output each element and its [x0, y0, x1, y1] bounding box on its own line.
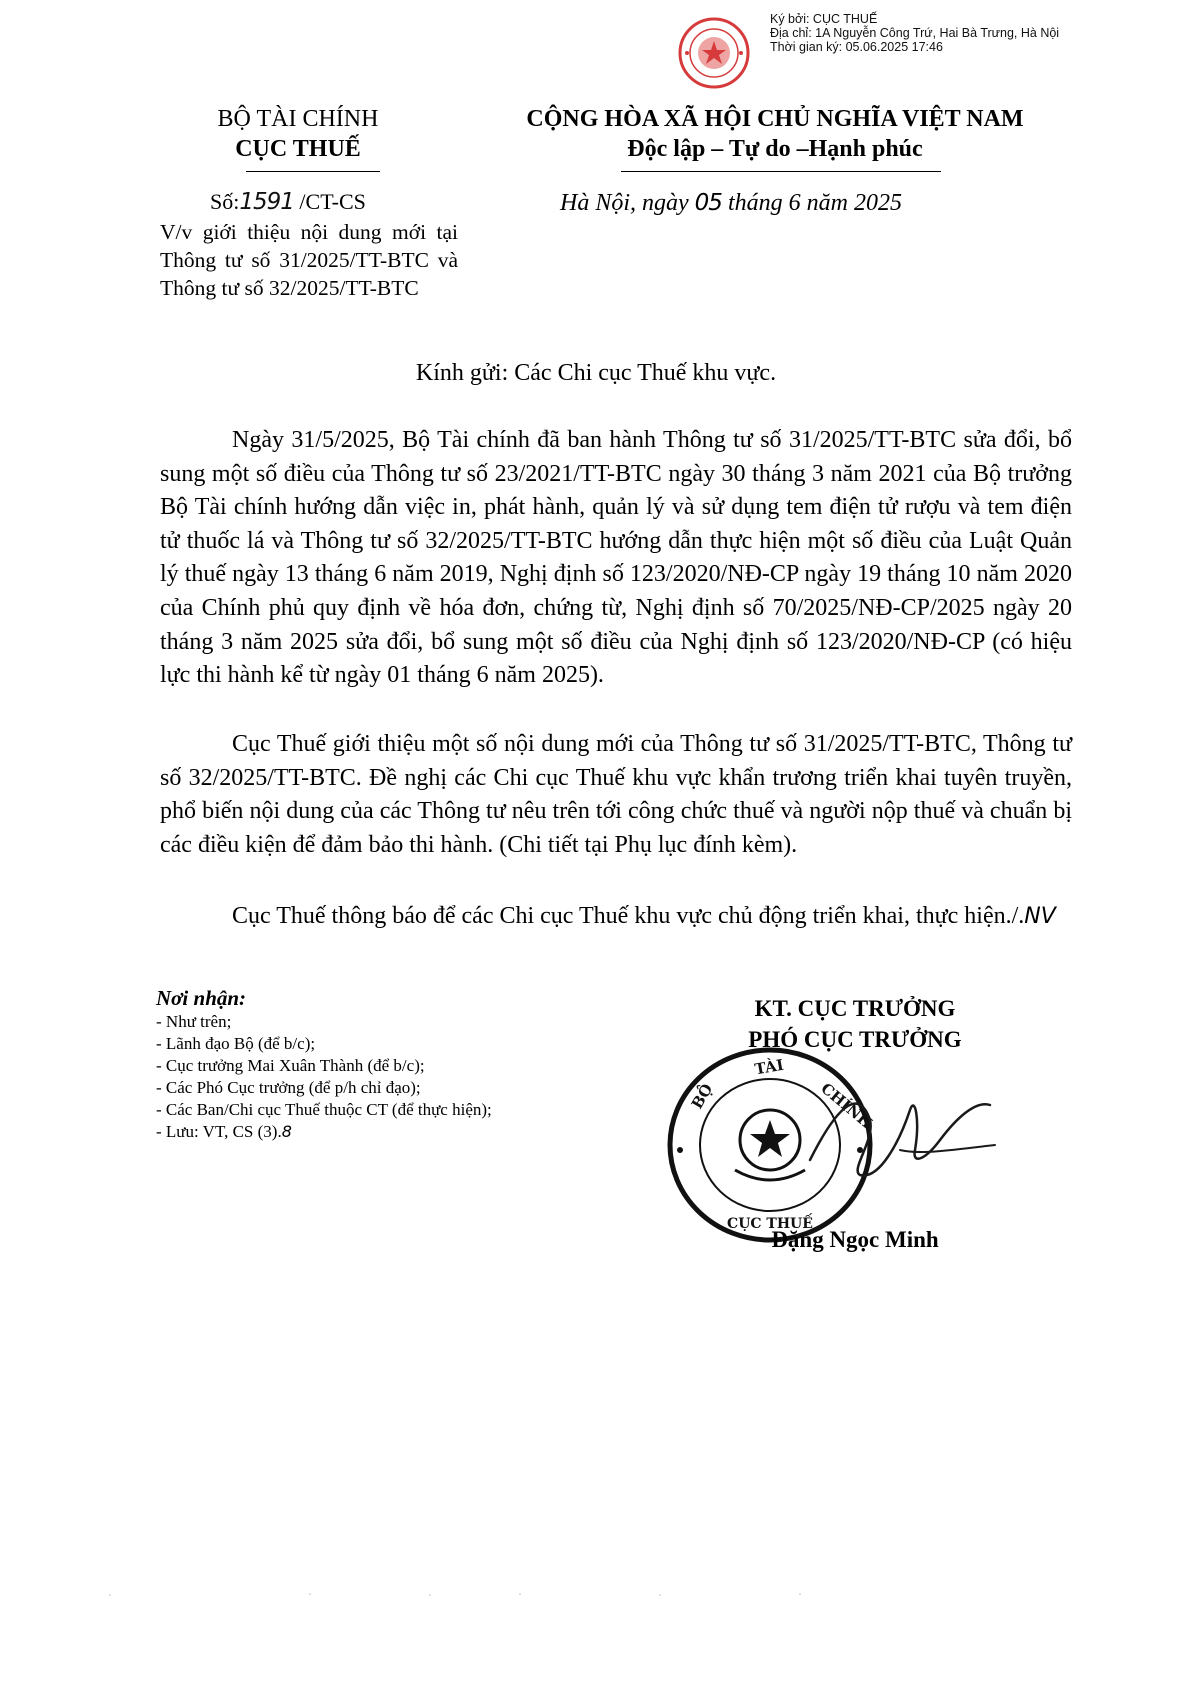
- issuing-agency: CỤC THUẾ: [235, 136, 361, 162]
- signed-time-text: Thời gian ký: 05.06.2025 17:46: [770, 40, 943, 54]
- place-date-suffix: tháng 6 năm 2025: [727, 190, 902, 216]
- distribution-item: - Các Ban/Chi cục Thuế thuộc CT (để thực hiện);: [156, 1100, 492, 1119]
- national-motto: Độc lập – Tự do –Hạnh phúc: [627, 136, 923, 162]
- place-date-prefix: Hà Nội, ngày: [560, 190, 689, 216]
- distribution-item: - Các Phó Cục trưởng (để p/h chỉ đạo);: [156, 1078, 421, 1097]
- national-title: CỘNG HÒA XÃ HỘI CHỦ NGHĨA VIỆT NAM: [526, 106, 1024, 132]
- document-number: [210, 188, 366, 216]
- national-header: [480, 104, 1070, 164]
- svg-text:CỤC THUẾ: CỤC THUẾ: [727, 1216, 813, 1232]
- signatory-title-line-2: PHÓ CỤC TRƯỞNG: [748, 1027, 962, 1052]
- signer-address-text: Địa chỉ: 1A Nguyễn Công Trứ, Hai Bà Trưng, Hà Nội: [770, 26, 1060, 40]
- handwritten-signature: [800, 1080, 1000, 1190]
- doc-number-prefix: Số:: [210, 189, 240, 214]
- recipient-line: Kính gửi: Các Chi cục Thuế khu vực.: [415, 360, 777, 386]
- body-paragraph-2: Cục Thuế giới thiệu một số nội dung mới của Thông tư số 31/2025/TT-BTC, Thông tư số 32/2025/TT-BTC. Đề nghị các Chi cục Thuế khu vực khẩn trương triển khai tuyên truyền, phổ biến nội dung của các Thông tư nêu trên tới công chức thuế và người nộp thuế và chuẩn bị các điều kiện để đảm bảo thi hành. (Chi tiết tại Phụ lục đính kèm).: [160, 731, 1072, 858]
- motto-divider: [621, 171, 941, 172]
- storage-handwritten-mark: 8: [281, 1122, 292, 1141]
- agency-divider: [246, 171, 380, 172]
- day-handwritten: 05: [694, 190, 722, 216]
- closing-text: Cục Thuế thông báo để các Chi cục Thuế khu vực chủ động triển khai, thực hiện./.: [232, 903, 1025, 929]
- storage-text: - Lưu: VT, CS (3).: [156, 1122, 282, 1141]
- parent-agency: BỘ TÀI CHÍNH: [217, 106, 379, 132]
- svg-text:CHÍNH: CHÍNH: [817, 1079, 876, 1133]
- distribution-list: [156, 985, 676, 1143]
- distribution-item-storage: [156, 1121, 676, 1143]
- svg-text:BỘ: BỘ: [687, 1080, 717, 1112]
- body-paragraph-3: [160, 900, 1072, 934]
- signer-name: Đặng Ngọc Minh: [771, 1227, 939, 1252]
- doc-number-handwritten: 1591: [239, 189, 294, 215]
- signed-by-text: Ký bởi: CỤC THUẾ: [770, 12, 878, 26]
- doc-number-suffix: /CT-CS: [299, 189, 366, 214]
- body-paragraph-1: Ngày 31/5/2025, Bộ Tài chính đã ban hành Thông tư số 31/2025/TT-BTC sửa đổi, bổ sung một số điều của Thông tư số 23/2021/TT-BTC ngày 30 tháng 3 năm 2021 của Bộ trưởng Bộ Tài chính hướng dẫn việc in, phát hành, quản lý và sử dụng tem điện tử rượu và tem điện tử thuốc lá và Thông tư số 32/2025/TT-BTC hướng dẫn thực hiện một số điều của Luật Quản lý thuế ngày 13 tháng 6 năm 2019, Nghị định số 123/2020/NĐ-CP ngày 19 tháng 10 năm 2020 của Chính phủ quy định về hóa đơn, chứng từ, Nghị định số 70/2025/NĐ-CP/2025 ngày 20 tháng 3 năm 2025 sửa đổi, bổ sung một số điều của Nghị định số 123/2020/NĐ-CP (có hiệu lực thi hành kể từ ngày 01 tháng 6 năm 2025).: [160, 427, 1072, 689]
- digital-signature-seal: [677, 16, 751, 90]
- distribution-item: - Cục trưởng Mai Xuân Thành (để b/c);: [156, 1056, 425, 1075]
- svg-text:TÀI: TÀI: [753, 1055, 785, 1079]
- digital-signature-info: [770, 12, 1180, 54]
- distribution-title: Nơi nhận:: [156, 986, 247, 1010]
- distribution-item: - Như trên;: [156, 1012, 232, 1031]
- place-date: [560, 188, 902, 218]
- signatory-title-line-1: KT. CỤC TRƯỞNG: [754, 996, 956, 1021]
- scan-noise: [100, 1590, 1100, 1600]
- closing-handwritten-mark: NV: [1024, 904, 1056, 929]
- distribution-item: - Lãnh đạo Bộ (để b/c);: [156, 1034, 316, 1053]
- document-subject: V/v giới thiệu nội dung mới tại Thông tư số 31/2025/TT-BTC và Thông tư số 32/2025/TT-BTC: [160, 220, 458, 300]
- agency-header: [168, 104, 428, 164]
